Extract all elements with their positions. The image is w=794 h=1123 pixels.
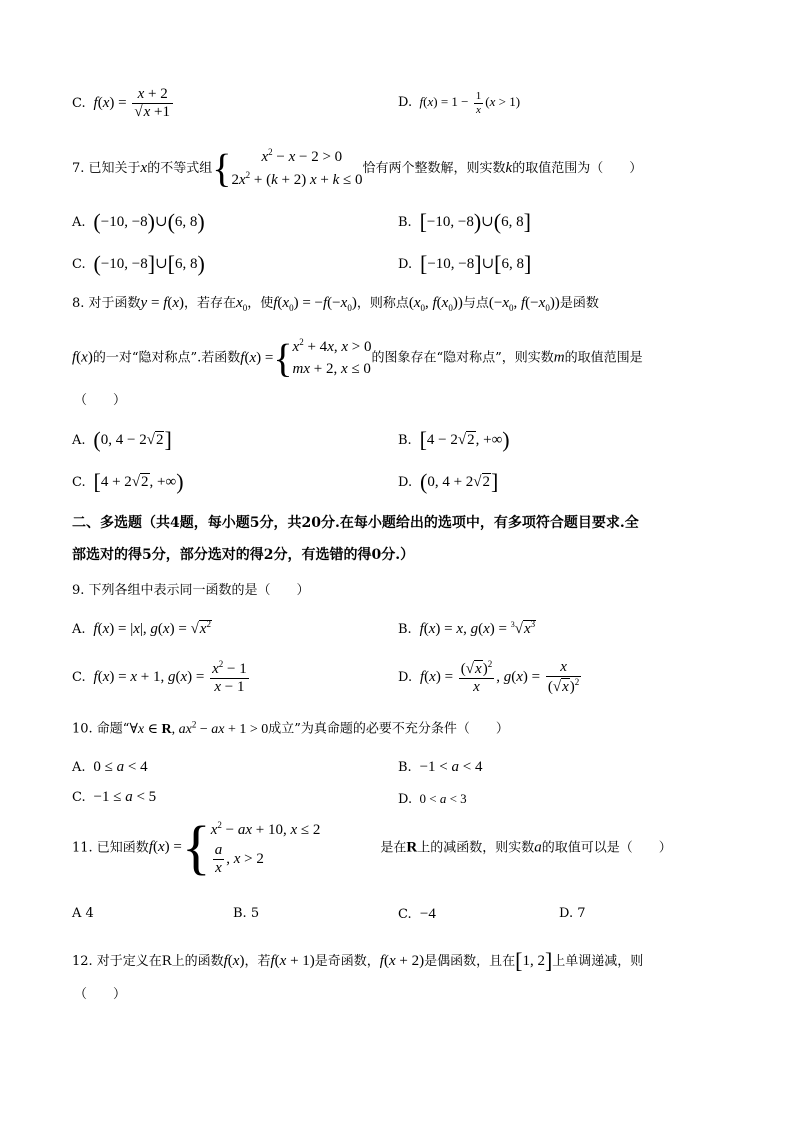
q8-stem-line1: 8. 对于函数y = f(x)，若存在$x_0$，使$f(x_0) = -f(-x_0)$，则称点($x_0$, $f(x_0)$)与点($-x_0$, $f(-x_0)$)是函数 bbox=[72, 295, 599, 313]
q10-option-b: B. −1 < a < 4 bbox=[398, 759, 483, 775]
q8-option-c: C. [4 + 2√2, +∞) bbox=[72, 469, 184, 494]
q11-piecewise-function: f(x) ={ $x^2$ − ax + 10, x ≤ 2 $\frac{a}{x}$ , x > 2 bbox=[148, 815, 321, 881]
q11-option-b: B. 5 bbox=[233, 906, 260, 921]
section-heading-line2: 部选对的得5分，部分选对的得2分，有选错的得0分.） bbox=[72, 547, 415, 563]
q11-option-a: A 4 bbox=[72, 906, 94, 921]
q9-option-a: A. f(x) = |x|, $g(x) = √x^2$ bbox=[72, 619, 211, 637]
q9-option-d: D. f(x) = $\frac{(√x)^2}{x}$ , g(x) = $\frac{x}{(√x)^2}$ bbox=[398, 659, 580, 696]
q8-piecewise-function: f(x) ={ $x^2 + 4x$, x > 0 mx + 2, x ≤ 0 bbox=[240, 335, 372, 381]
q6-option-c: C. f(x) = $\frac{x + 2}{√x +1}$ bbox=[72, 86, 175, 122]
q7-stem: 7. 已知关于x的不等式组{ $x^2 - x - 2 > 0$ $2x^2 + (k + 2) x + k \le 0$ 恰有两个整数解，则实数k的取值范围为（ ） bbox=[72, 145, 643, 191]
q9-option-c: C. f(x) = x + 1, g(x) = $\frac{x^2 - 1}{x - 1}$ bbox=[72, 659, 247, 696]
q11-option-d: D. 7 bbox=[559, 906, 586, 921]
q11-stem: 11. 已知函数f(x) ={ $x^2$ − ax + 10, x ≤ 2 $\frac{a}{x}$ , x > 2 是在R上的减函数，则实数a的取值可以是（ ） bbox=[72, 815, 672, 881]
q7-option-d: D. [−10, −8]∪[6, 8] bbox=[398, 251, 532, 276]
q7-option-b: B. [−10, −8)∪(6, 8] bbox=[398, 209, 531, 234]
q12-stem-line1: 12. 对于定义在R上的函数f(x)，若f(x + 1)是奇函数，f(x + 2)是偶函数，且在[1, 2]上单调递减，则 bbox=[72, 948, 644, 973]
q10-option-d: D. 0 < a < 3 bbox=[398, 791, 467, 807]
q9-stem: 9. 下列各组中表示同一函数的是（ ） bbox=[72, 583, 310, 598]
q6-option-d: D. f(x) = 1 − $\frac{1}{x}$ (x > 1) bbox=[398, 90, 521, 116]
q6-option-c-formula: f(x) = $\frac{x + 2}{√x +1}$ bbox=[90, 95, 175, 111]
q10-stem: 10. 命题“∀x ∈ R, $ax^2$ − ax + 1 > 0成立”为真命题的必要不充分条件（ ） bbox=[72, 719, 509, 737]
section-heading-line1: 二、多选题（共4题，每小题5分，共20分.在每小题给出的选项中，有多项符合题目要求.全 bbox=[72, 515, 639, 531]
q11-option-c: C. −4 bbox=[398, 906, 436, 922]
q10-option-c: C. −1 ≤ a < 5 bbox=[72, 789, 157, 805]
q7-option-c: C. (−10, −8]∪[6, 8) bbox=[72, 251, 205, 276]
q8-stem-line3: （ ） bbox=[74, 393, 127, 408]
q6-option-d-formula: f(x) = 1 − $\frac{1}{x}$ (x > 1) bbox=[416, 90, 521, 116]
q8-option-a: A. (0, 4 − 2√2] bbox=[72, 427, 172, 452]
q9-option-b: B. f(x) = x, $g(x) = ^3√x^3$ bbox=[398, 619, 536, 637]
q12-stem-line2: （ ） bbox=[74, 987, 127, 1002]
q8-stem-line2: f(x)的一对“隐对称点”.若函数f(x) ={ $x^2 + 4x$, x > 0 mx + 2, x ≤ 0 的图象存在“隐对称点”，则实数m的取值范围是 bbox=[72, 335, 643, 381]
q7-inequality-system: { $x^2 - x - 2 > 0$ $2x^2 + (k + 2) x + k \le 0$ bbox=[212, 145, 363, 191]
q10-option-a: A. 0 ≤ a < 4 bbox=[72, 759, 148, 775]
q8-option-b: B. [4 − 2√2, +∞) bbox=[398, 427, 510, 452]
q7-option-a: A. (−10, −8)∪(6, 8) bbox=[72, 209, 205, 234]
q8-option-d: D. (0, 4 + 2√2] bbox=[398, 469, 499, 494]
